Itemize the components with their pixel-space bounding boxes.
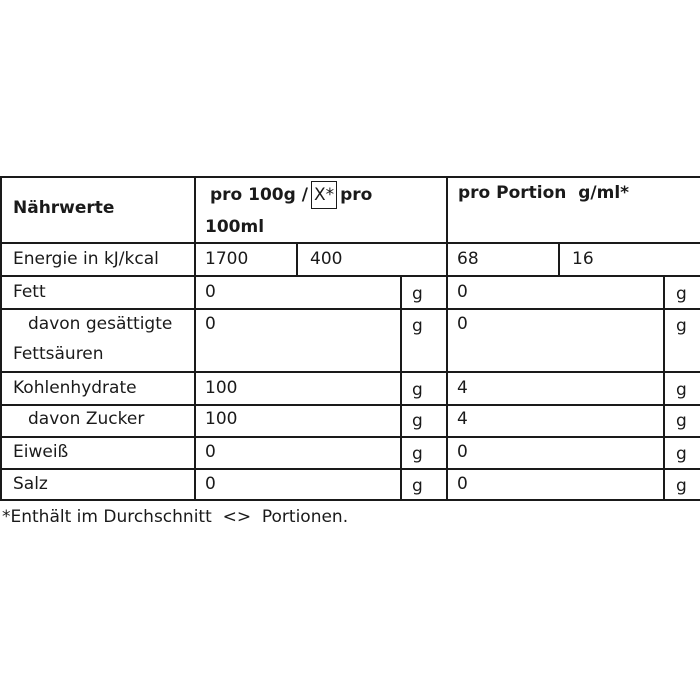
- column-divider: [296, 242, 298, 277]
- energy-portion-kj: 68: [457, 249, 479, 269]
- header-per-100g: pro 100g /: [210, 185, 308, 205]
- header-per-portion: pro Portion g/ml*: [458, 183, 630, 203]
- carbs-100: 100: [205, 378, 238, 398]
- row-label-protein: Eiweiß: [13, 442, 69, 462]
- fat-portion: 0: [457, 282, 468, 302]
- row-label-sugar: davon Zucker: [28, 409, 145, 429]
- saturated-100-unit: g: [412, 316, 423, 336]
- fat-100-unit: g: [412, 284, 423, 304]
- table-border-bottom: [0, 499, 700, 501]
- column-divider: [663, 275, 665, 501]
- saturated-portion: 0: [457, 314, 468, 334]
- row-divider: [0, 436, 700, 438]
- protein-portion: 0: [457, 442, 468, 462]
- carbs-100-unit: g: [412, 380, 423, 400]
- salt-portion: 0: [457, 474, 468, 494]
- footnote: *Enthält im Durchschnitt <> Portionen.: [2, 507, 349, 527]
- table-border-left: [0, 176, 2, 501]
- header-naehrwerte: Nährwerte: [13, 198, 115, 218]
- protein-portion-unit: g: [676, 444, 687, 464]
- row-label-salt: Salz: [13, 474, 48, 494]
- energy-portion-kcal: 16: [572, 249, 594, 269]
- sugar-100: 100: [205, 409, 238, 429]
- saturated-portion-unit: g: [676, 316, 687, 336]
- row-divider: [0, 275, 700, 277]
- row-label-carbs: Kohlenhydrate: [13, 378, 137, 398]
- salt-100: 0: [205, 474, 216, 494]
- row-label-energy: Energie in kJ/kcal: [13, 249, 159, 269]
- energy-100-kcal: 400: [310, 249, 343, 269]
- row-divider: [0, 468, 700, 470]
- row-label-saturated-1: davon gesättigte: [28, 314, 173, 334]
- row-label-fat: Fett: [13, 282, 46, 302]
- salt-portion-unit: g: [676, 476, 687, 496]
- column-divider: [558, 242, 560, 277]
- column-divider: [400, 275, 402, 501]
- sugar-100-unit: g: [412, 411, 423, 431]
- carbs-portion-unit: g: [676, 380, 687, 400]
- header-pro: pro: [340, 185, 373, 205]
- protein-100: 0: [205, 442, 216, 462]
- saturated-100: 0: [205, 314, 216, 334]
- sugar-portion: 4: [457, 409, 468, 429]
- column-divider: [194, 176, 196, 501]
- salt-100-unit: g: [412, 476, 423, 496]
- energy-100-kj: 1700: [205, 249, 249, 269]
- sugar-portion-unit: g: [676, 411, 687, 431]
- unit-selector-box: X*: [311, 181, 337, 209]
- carbs-portion: 4: [457, 378, 468, 398]
- fat-100: 0: [205, 282, 216, 302]
- header-100ml: 100ml: [205, 217, 265, 237]
- column-divider: [446, 176, 448, 501]
- fat-portion-unit: g: [676, 284, 687, 304]
- header-per-100: [210, 180, 372, 210]
- row-label-saturated-2: Fettsäuren: [13, 344, 104, 364]
- protein-100-unit: g: [412, 444, 423, 464]
